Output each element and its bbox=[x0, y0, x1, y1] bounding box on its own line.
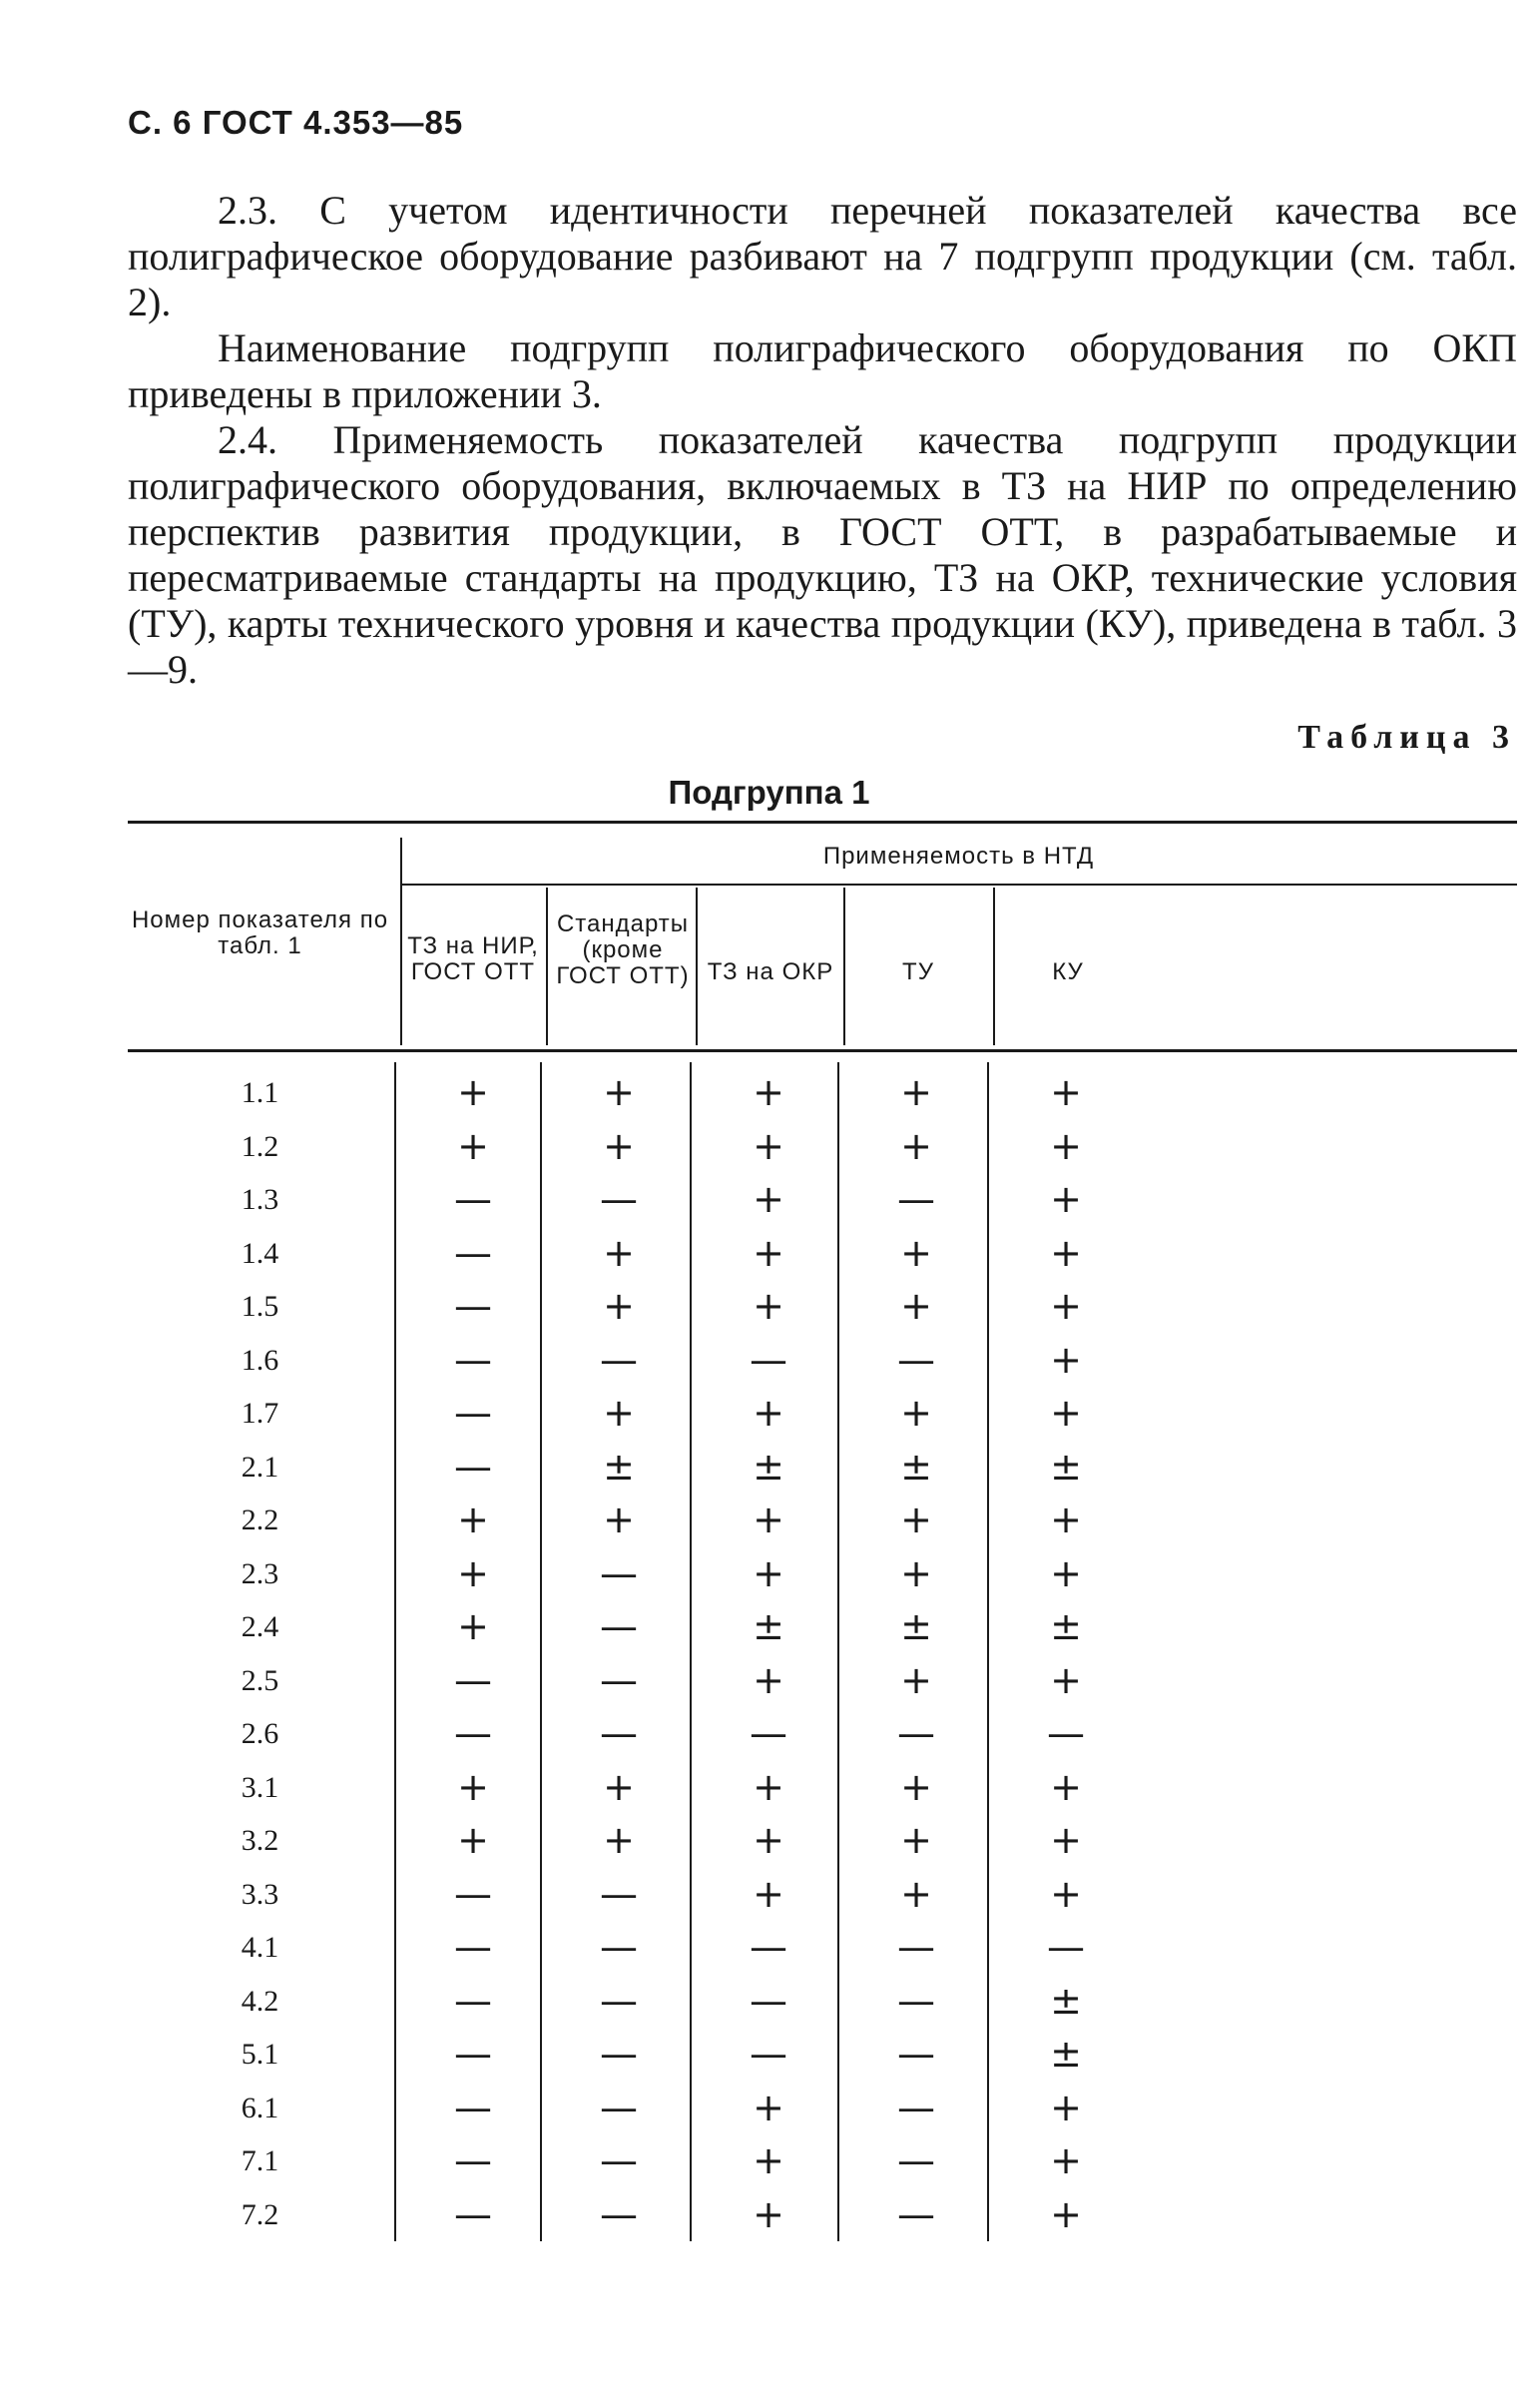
applicability-mark: + bbox=[457, 1123, 489, 1168]
applicability-mark: — bbox=[750, 1925, 787, 1969]
applicability-mark: + bbox=[603, 1391, 635, 1435]
applicability-mark: + bbox=[1050, 1871, 1082, 1916]
applicability-mark: + bbox=[753, 1177, 784, 1221]
applicability-mark: + bbox=[1050, 1764, 1082, 1809]
indicator-number: 3.3 bbox=[241, 1877, 279, 1911]
applicability-mark: — bbox=[600, 2085, 638, 2129]
applicability-mark: + bbox=[1050, 1123, 1082, 1168]
applicability-mark: + bbox=[900, 1123, 932, 1168]
table-row bbox=[128, 1814, 1517, 1868]
applicability-mark: + bbox=[1050, 2138, 1082, 2182]
applicability-mark: — bbox=[454, 1978, 492, 2023]
indicator-number: 1.6 bbox=[241, 1343, 279, 1377]
applicability-mark: + bbox=[1050, 1230, 1082, 1275]
applicability-mark: + bbox=[753, 2085, 784, 2129]
applicability-mark: + bbox=[753, 1391, 784, 1435]
applicability-mark: — bbox=[897, 2085, 935, 2129]
applicability-mark: + bbox=[1050, 1818, 1082, 1862]
table-row bbox=[128, 1280, 1517, 1334]
applicability-mark: — bbox=[897, 1711, 935, 1755]
indicator-number: 4.1 bbox=[241, 1931, 279, 1964]
indicator-number: 7.2 bbox=[241, 2197, 279, 2231]
applicability-mark: + bbox=[900, 1498, 932, 1541]
applicability-mark: — bbox=[897, 1337, 935, 1382]
applicability-mark: — bbox=[600, 1657, 638, 1702]
applicability-mark: + bbox=[753, 1284, 784, 1328]
header-divider bbox=[546, 888, 548, 1045]
applicability-mark: — bbox=[600, 1604, 638, 1648]
table-row bbox=[128, 1173, 1517, 1227]
applicability-mark: — bbox=[454, 1337, 492, 1382]
table-row bbox=[128, 1761, 1517, 1815]
applicability-mark: — bbox=[750, 1337, 787, 1382]
applicability-mark: — bbox=[454, 2138, 492, 2182]
table-row bbox=[128, 1066, 1517, 1120]
applicability-mark: — bbox=[897, 2191, 935, 2236]
indicator-number: 2.6 bbox=[241, 1717, 279, 1750]
table-caption: Таблица 3 bbox=[1297, 719, 1516, 756]
applicability-mark: + bbox=[1050, 1070, 1082, 1114]
table-row bbox=[128, 1441, 1517, 1495]
table-header bbox=[128, 824, 1517, 1049]
applicability-mark: + bbox=[900, 1550, 932, 1595]
header-group-rule bbox=[402, 884, 1517, 886]
applicability-mark: + bbox=[753, 2191, 784, 2236]
indicator-number: 2.4 bbox=[241, 1610, 279, 1643]
applicability-mark: — bbox=[600, 2138, 638, 2182]
applicability-mark: — bbox=[454, 2191, 492, 2236]
applicability-mark: — bbox=[600, 2032, 638, 2076]
applicability-mark: — bbox=[454, 1711, 492, 1755]
applicability-mark: + bbox=[900, 1871, 932, 1916]
applicability-mark: + bbox=[457, 1550, 489, 1595]
indicator-number: 1.3 bbox=[241, 1183, 279, 1216]
applicability-mark: + bbox=[1050, 1337, 1082, 1382]
applicability-mark: + bbox=[753, 1871, 784, 1916]
applicability-mark: ± bbox=[1050, 1978, 1082, 2023]
table-body bbox=[128, 1052, 1517, 2241]
applicability-mark: — bbox=[750, 1711, 787, 1755]
applicability-mark: + bbox=[603, 1818, 635, 1862]
header-applicability-group: Применяемость в НТД bbox=[822, 843, 1095, 870]
table-row bbox=[128, 1120, 1517, 1174]
indicator-number: 1.1 bbox=[241, 1076, 279, 1109]
applicability-mark: + bbox=[753, 1818, 784, 1862]
indicator-number: 1.4 bbox=[241, 1236, 279, 1270]
applicability-mark: ± bbox=[1050, 1604, 1082, 1648]
applicability-mark: ± bbox=[900, 1444, 932, 1489]
applicability-mark: — bbox=[454, 1230, 492, 1275]
header-col-tz-okr: ТЗ на ОКР bbox=[707, 958, 834, 985]
indicator-number: 6.1 bbox=[241, 2091, 279, 2124]
indicator-number: 3.1 bbox=[241, 1770, 279, 1804]
applicability-mark: + bbox=[753, 1550, 784, 1595]
table-row bbox=[128, 1227, 1517, 1281]
header-col-tz-nir: ТЗ на НИР, ГОСТ ОТТ bbox=[407, 932, 539, 985]
applicability-mark: + bbox=[457, 1604, 489, 1648]
applicability-mark: + bbox=[753, 1657, 784, 1702]
table-row bbox=[128, 2134, 1517, 2188]
applicability-mark: + bbox=[900, 1818, 932, 1862]
applicability-mark: — bbox=[600, 1337, 638, 1382]
applicability-mark: ± bbox=[1050, 1444, 1082, 1489]
applicability-mark: + bbox=[603, 1123, 635, 1168]
table-row bbox=[128, 2028, 1517, 2082]
table-row bbox=[128, 1921, 1517, 1975]
header-col-tu: ТУ bbox=[902, 958, 934, 985]
applicability-mark: — bbox=[897, 2032, 935, 2076]
applicability-mark: — bbox=[750, 1978, 787, 2023]
applicability-mark: + bbox=[753, 1764, 784, 1809]
body-text bbox=[128, 188, 1517, 693]
applicability-mark: + bbox=[457, 1070, 489, 1114]
indicator-number: 1.7 bbox=[241, 1397, 279, 1430]
applicability-mark: + bbox=[457, 1498, 489, 1541]
applicability-table bbox=[128, 821, 1517, 2241]
indicator-number: 1.2 bbox=[241, 1129, 279, 1163]
applicability-mark: — bbox=[600, 1925, 638, 1969]
applicability-mark: + bbox=[900, 1284, 932, 1328]
applicability-mark: — bbox=[454, 1284, 492, 1328]
applicability-mark: + bbox=[457, 1764, 489, 1809]
applicability-mark: — bbox=[897, 2138, 935, 2182]
paragraph-subgroup-names: Наименование подгрупп полиграфического оборудования по ОКП приведены в приложении 3. bbox=[128, 325, 1517, 416]
applicability-mark: — bbox=[454, 1444, 492, 1489]
table-row bbox=[128, 1868, 1517, 1922]
paragraph-2-3: 2.3. С учетом идентичности перечней показателей качества все полиграфическое оборудование разбивают на 7 подгрупп продукции (см. табл. 2). bbox=[128, 188, 1517, 324]
applicability-mark: + bbox=[603, 1764, 635, 1809]
table-row bbox=[128, 2188, 1517, 2242]
table-subtitle: Подгруппа 1 bbox=[668, 774, 870, 811]
table-row bbox=[128, 1494, 1517, 1547]
applicability-mark: + bbox=[457, 1818, 489, 1862]
table-row bbox=[128, 1600, 1517, 1654]
indicator-number: 3.2 bbox=[241, 1824, 279, 1857]
applicability-mark: — bbox=[454, 1871, 492, 1916]
applicability-mark: — bbox=[600, 1871, 638, 1916]
table-row bbox=[128, 1387, 1517, 1441]
applicability-mark: ± bbox=[1050, 2032, 1082, 2076]
paragraph-2-4: 2.4. Применяемость показателей качества подгрупп продукции полиграфического оборудования, включаемых в ТЗ на НИР по определению перспектив развития продукции, в ГОСТ ОТТ, в разрабатываемые и пересматриваемые стандарты на продукцию, ТЗ на ОКР, технические условия (ТУ), карты технического уровня и качества продукции (КУ), приведена в табл. 3—9. bbox=[128, 417, 1517, 692]
applicability-mark: + bbox=[900, 1391, 932, 1435]
applicability-mark: — bbox=[600, 1177, 638, 1221]
applicability-mark: — bbox=[454, 1391, 492, 1435]
applicability-mark: + bbox=[1050, 1391, 1082, 1435]
table-row bbox=[128, 1975, 1517, 2029]
applicability-mark: — bbox=[600, 2191, 638, 2236]
applicability-mark: — bbox=[600, 1711, 638, 1755]
indicator-number: 2.5 bbox=[241, 1663, 279, 1697]
applicability-mark: + bbox=[603, 1070, 635, 1114]
applicability-mark: ± bbox=[900, 1604, 932, 1648]
applicability-mark: + bbox=[900, 1764, 932, 1809]
applicability-mark: + bbox=[753, 1123, 784, 1168]
applicability-mark: + bbox=[1050, 1498, 1082, 1541]
applicability-mark: — bbox=[1047, 1925, 1085, 1969]
applicability-mark: + bbox=[753, 1070, 784, 1114]
applicability-mark: — bbox=[1047, 1711, 1085, 1755]
applicability-mark: — bbox=[454, 1657, 492, 1702]
applicability-mark: + bbox=[900, 1070, 932, 1114]
applicability-mark: + bbox=[1050, 1550, 1082, 1595]
applicability-mark: ± bbox=[603, 1444, 635, 1489]
applicability-mark: — bbox=[750, 2032, 787, 2076]
table-row bbox=[128, 1334, 1517, 1388]
applicability-mark: + bbox=[1050, 2191, 1082, 2236]
indicator-number: 2.3 bbox=[241, 1556, 279, 1590]
indicator-number: 2.1 bbox=[241, 1450, 279, 1484]
page-header: С. 6 ГОСТ 4.353—85 bbox=[128, 104, 464, 141]
applicability-mark: — bbox=[454, 2085, 492, 2129]
applicability-mark: — bbox=[600, 1550, 638, 1595]
applicability-mark: + bbox=[603, 1230, 635, 1275]
applicability-mark: — bbox=[897, 1978, 935, 2023]
applicability-mark: — bbox=[897, 1177, 935, 1221]
indicator-number: 4.2 bbox=[241, 1984, 279, 2018]
applicability-mark: + bbox=[900, 1230, 932, 1275]
table-row bbox=[128, 2082, 1517, 2135]
indicator-number: 1.5 bbox=[241, 1290, 279, 1323]
applicability-mark: ± bbox=[753, 1444, 784, 1489]
indicator-number: 2.2 bbox=[241, 1504, 279, 1536]
applicability-mark: + bbox=[900, 1657, 932, 1702]
applicability-mark: + bbox=[1050, 1177, 1082, 1221]
applicability-mark: + bbox=[753, 1498, 784, 1541]
applicability-mark: + bbox=[603, 1498, 635, 1541]
applicability-mark: + bbox=[753, 2138, 784, 2182]
applicability-mark: — bbox=[454, 2032, 492, 2076]
applicability-mark: — bbox=[454, 1177, 492, 1221]
applicability-mark: + bbox=[603, 1284, 635, 1328]
applicability-mark: + bbox=[1050, 2085, 1082, 2129]
indicator-number: 5.1 bbox=[241, 2038, 279, 2071]
table-row bbox=[128, 1707, 1517, 1761]
applicability-mark: — bbox=[454, 1925, 492, 1969]
header-col-standards: Стандарты (кроме ГОСТ ОТТ) bbox=[556, 910, 690, 989]
table-row bbox=[128, 1547, 1517, 1601]
applicability-mark: ± bbox=[753, 1604, 784, 1648]
applicability-mark: — bbox=[600, 1978, 638, 2023]
header-col-ku: КУ bbox=[1052, 958, 1084, 985]
applicability-mark: — bbox=[897, 1925, 935, 1969]
applicability-mark: + bbox=[753, 1230, 784, 1275]
applicability-mark: + bbox=[1050, 1657, 1082, 1702]
indicator-number: 7.1 bbox=[241, 2144, 279, 2177]
applicability-mark: + bbox=[1050, 1284, 1082, 1328]
table-row bbox=[128, 1654, 1517, 1708]
header-indicator-number: Номер показателя по табл. 1 bbox=[131, 906, 389, 959]
